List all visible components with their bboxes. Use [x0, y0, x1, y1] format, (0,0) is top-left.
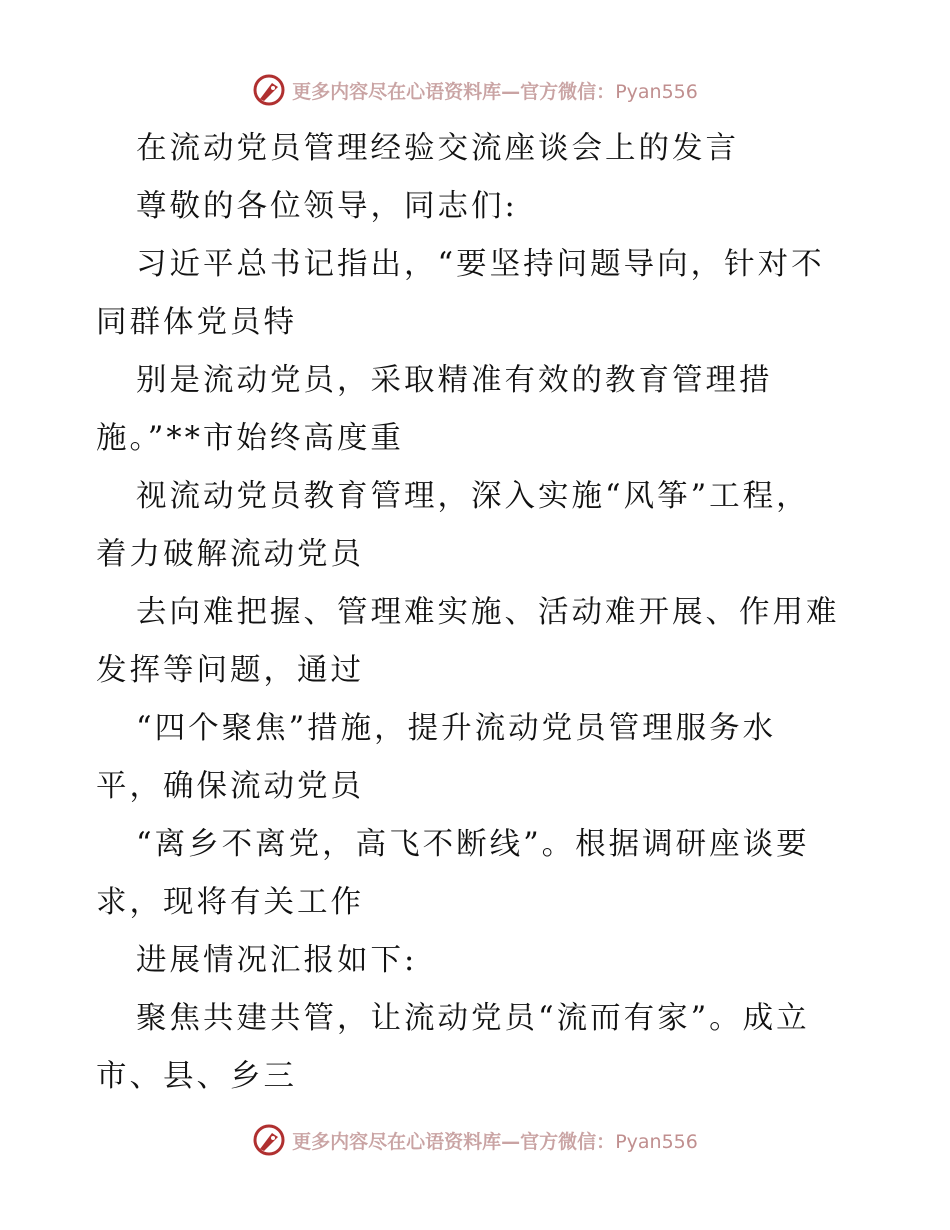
paragraph-line: 习近平总书记指出，“要坚持问题导向，针对不 [136, 247, 825, 282]
paragraph-line: 聚焦共建共管，让流动党员“流而有家”。成立 [136, 1001, 810, 1036]
watermark-text: 更多内容尽在心语资料库—官方微信：Pyan556 [292, 1130, 698, 1153]
watermark-text: 更多内容尽在心语资料库—官方微信：Pyan556 [292, 80, 698, 103]
paragraph-line: 市、县、乡三 [96, 1059, 297, 1094]
paragraph-line: 平，确保流动党员 [96, 769, 364, 804]
paragraph-line: 进展情况汇报如下: [136, 943, 418, 978]
paragraph-line: 视流动党员教育管理，深入实施“风筝”工程， [136, 479, 810, 514]
paragraph-line: 去向难把握、管理难实施、活动难开展、作用难 [136, 595, 840, 630]
paragraph-line: “四个聚焦”措施，提升流动党员管理服务水 [136, 711, 777, 746]
pen-nib-circle-icon [252, 1123, 286, 1157]
paragraph-line: 施。”**市始终高度重 [96, 421, 404, 456]
paragraph-line: 别是流动党员，采取精准有效的教育管理措 [136, 363, 773, 398]
paragraph-line: 同群体党员特 [96, 305, 297, 340]
paragraph-line: “离乡不离党，高飞不断线”。根据调研座谈要 [136, 827, 810, 862]
paragraph-line: 着力破解流动党员 [96, 537, 364, 572]
footer-watermark [0, 1118, 950, 1162]
paragraph-line: 尊敬的各位领导，同志们: [136, 189, 518, 224]
document-body [96, 120, 856, 1106]
header-watermark [0, 68, 950, 112]
paragraph-line: 发挥等问题，通过 [96, 653, 364, 688]
pen-nib-circle-icon [252, 73, 286, 107]
paragraph-line: 求，现将有关工作 [96, 885, 364, 920]
paragraph-line: 在流动党员管理经验交流座谈会上的发言 [136, 131, 739, 166]
